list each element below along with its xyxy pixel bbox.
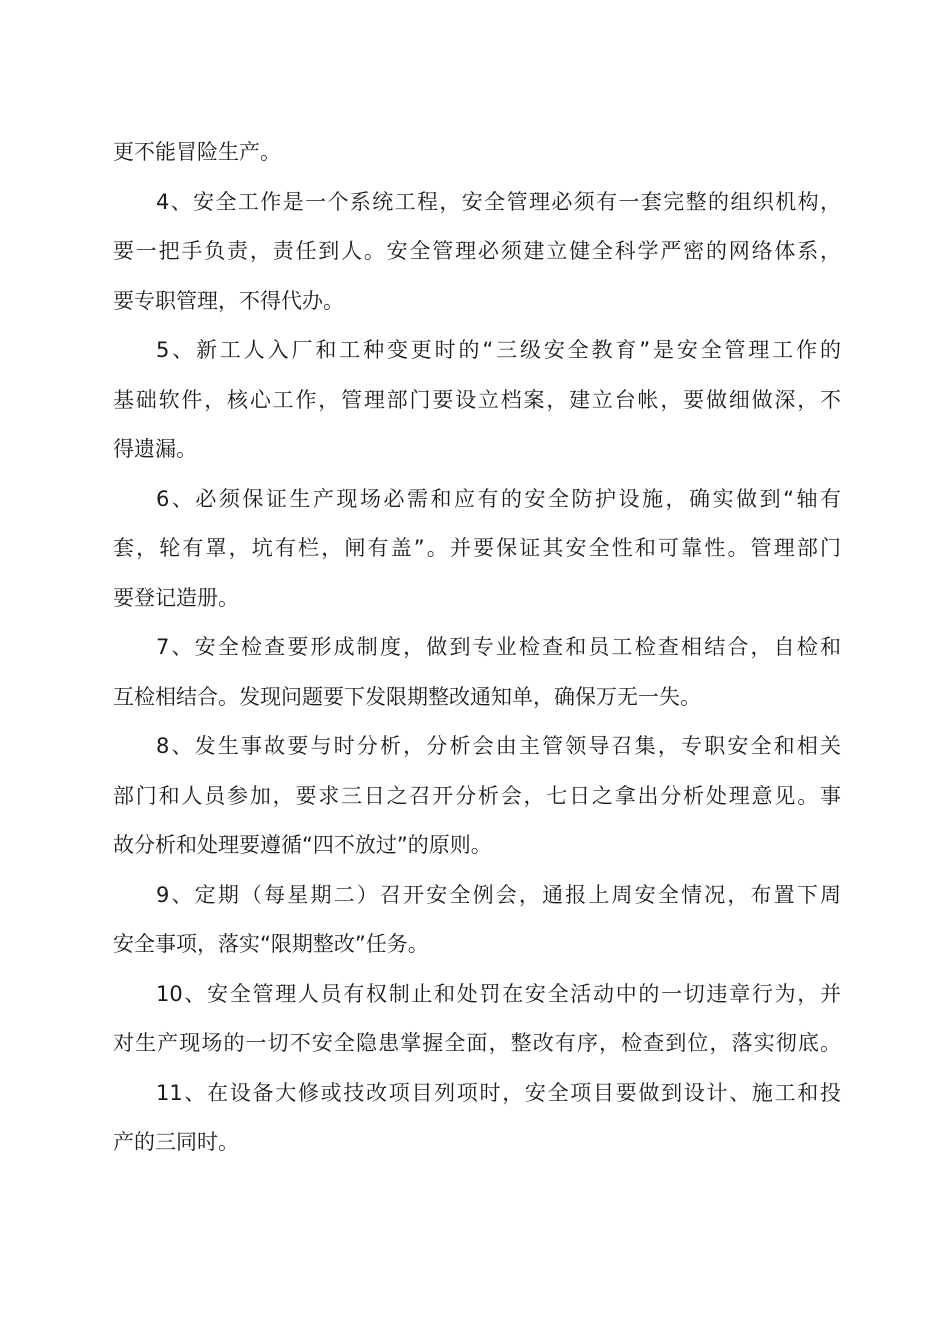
text-line: 安全事项，落实“限期整改”任务。: [113, 932, 429, 956]
text-line: 套，轮有罩，坑有栏，闸有盖”。并要保证其安全性和可靠性。管理部门: [113, 536, 841, 560]
paragraph-8-first-line: 8、发生事故要与时分析，分析会由主管领导召集，专职安全和相关: [156, 734, 841, 758]
text-line: 更不能冒险生产。: [113, 140, 281, 164]
paragraph-6-first-line: 6、必须保证生产现场必需和应有的安全防护设施，确实做到“轴有: [156, 486, 841, 511]
text-line: 要一把手负责，责任到人。安全管理必须建立健全科学严密的网络体系，: [113, 239, 841, 263]
text-line: 对生产现场的一切不安全隐患掌握全面，整改有序，检查到位，落实彻底。: [113, 1031, 841, 1055]
text-line: 要登记造册。: [113, 585, 239, 610]
text-line: 得遗漏。: [113, 437, 197, 461]
paragraph-7-first-line: 7、安全检查要形成制度，做到专业检查和员工检查相结合，自检和: [156, 635, 841, 659]
paragraph-11-first-line: 11、在设备大修或技改项目列项时，安全项目要做到设计、施工和投: [156, 1080, 841, 1105]
text-line: 故分析和处理要遵循“四不放过”的原则。: [113, 833, 492, 857]
text-line: 互检相结合。发现问题要下发限期整改通知单，确保万无一失。: [113, 684, 701, 709]
paragraph-9-first-line: 9、定期（每星期二）召开安全例会，通报上周安全情况，布置下周: [156, 882, 841, 907]
text-line: 部门和人员参加，要求三日之召开分析会，七日之拿出分析处理意见。事: [113, 783, 841, 808]
text-line: 产的三同时。: [113, 1130, 239, 1154]
paragraph-10-first-line: 10、安全管理人员有权制止和处罚在安全活动中的一切违章行为，并: [156, 981, 841, 1006]
text-line: 基础软件，核心工作，管理部门要设立档案，建立台帐，要做细做深，不: [113, 387, 841, 412]
document-body: [113, 128, 841, 1168]
paragraph-5-first-line: 5、新工人入厂和工种变更时的“三级安全教育”是安全管理工作的: [156, 338, 841, 362]
paragraph-4-first-line: 4、安全工作是一个系统工程，安全管理必须有一套完整的组织机构，: [156, 189, 841, 214]
text-line: 要专职管理，不得代办。: [113, 288, 344, 313]
